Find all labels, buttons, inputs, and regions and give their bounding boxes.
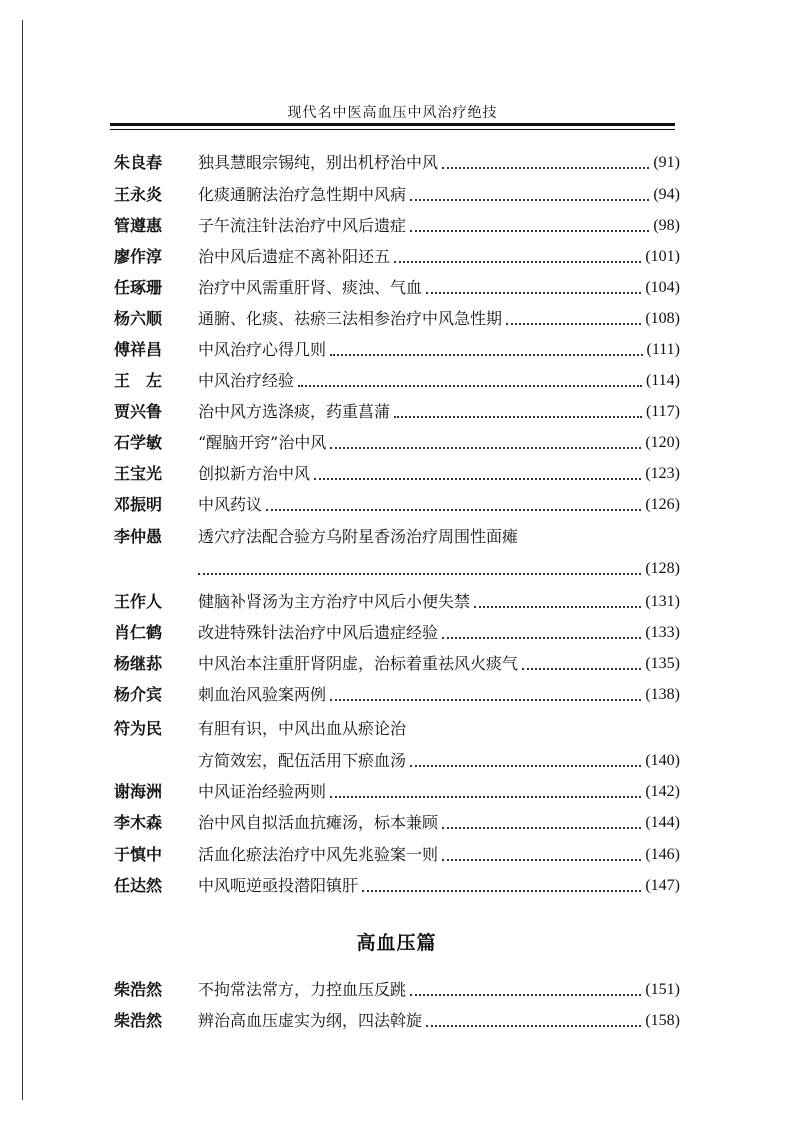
toc-title: 中风证治经验两则 [198,782,327,801]
dot-leader [474,606,641,608]
toc-title: 中风呃逆亟投潜阳镇肝 [198,876,359,895]
toc-page-number: (142) [645,783,680,800]
toc-page-number: (140) [645,752,680,769]
toc-entry [114,180,680,206]
toc-author: 肖仁鹤 [114,623,163,642]
toc-entry [114,587,680,613]
toc-entry [114,304,680,330]
dot-leader [506,323,641,325]
toc-author: 杨继荪 [114,654,163,673]
toc-title: 活血化瘀法治疗中风先兆验案一则 [198,845,439,864]
toc-entry [114,242,680,268]
toc-author: 李仲愚 [114,527,163,546]
toc-page-number: (117) [645,403,680,420]
toc-entry [114,618,680,644]
toc-title: 中风药议 [198,495,263,514]
toc-entry [114,522,680,548]
toc-author: 廖作淳 [114,247,163,266]
toc-title: 有胆有识，中风出血从瘀论治 [198,719,407,738]
toc-title-continuation: 方简效宏，配伍活用下瘀血汤 [198,751,407,770]
toc-title: 不拘常法常方，力控血压反跳 [198,980,407,999]
toc-entry [114,428,680,454]
toc-page-number: (135) [645,655,680,672]
toc-title: 化痰通腑法治疗急性期中风病 [198,185,407,204]
toc-entry [114,366,680,392]
toc-entry [114,273,680,299]
toc-author: 朱良春 [114,153,163,172]
dot-leader [442,859,641,861]
toc-page-number: (128) [645,560,680,577]
toc-page-number: (131) [645,593,680,610]
toc-page-number: (158) [645,1012,680,1029]
toc-entry-continuation [114,746,680,772]
toc-author: 杨介宾 [114,685,163,704]
toc-entry [114,808,680,834]
toc-title: 治疗中风需重肝肾、痰浊、气血 [198,278,423,297]
dot-leader [410,765,641,767]
toc-entry [114,148,680,174]
toc-entry [114,397,680,423]
dot-leader [410,994,641,996]
toc-page-number: (94) [653,186,680,203]
toc-page-number: (101) [645,248,680,265]
toc-page-number: (111) [646,341,680,358]
toc-page-number: (98) [653,217,680,234]
toc-title: 刺血治风验案两例 [198,685,327,704]
toc-title: 治中风后遗症不离补阳还五 [198,247,391,266]
toc-author: 王作人 [114,592,163,611]
dot-leader [198,573,641,575]
toc-title: 子午流注针法治疗中风后遗症 [198,216,407,235]
toc-page-number: (126) [645,496,680,513]
toc-author: 谢海洲 [114,782,163,801]
toc-page-number: (151) [645,981,680,998]
toc-title: 改进特殊针法治疗中风后遗症经验 [198,623,439,642]
toc-title: 通腑、化痰、祛瘀三法相参治疗中风急性期 [198,309,503,328]
dot-leader [410,199,649,201]
dot-leader [330,354,643,356]
toc-author: 柴浩然 [114,980,163,999]
toc-author: 王 左 [114,371,163,390]
running-header: 现代名中医高血压中风治疗绝技 [287,105,498,121]
toc-page-number: (147) [645,877,680,894]
toc-author: 石学敏 [114,433,163,452]
dot-leader [442,827,641,829]
toc-title: 中风治疗心得几则 [198,340,327,359]
toc-page-number: (108) [645,310,680,327]
toc-entry [114,871,680,897]
toc-title: 中风治疗经验 [198,371,295,390]
toc-author: 杨六顺 [114,309,163,328]
toc-author: 傅祥昌 [114,340,163,359]
dot-leader [330,699,641,701]
dot-leader [330,447,641,449]
dot-leader [426,292,641,294]
dot-leader [426,1025,641,1027]
dot-leader [266,509,641,511]
dot-leader [314,478,641,480]
toc-title: 治中风方选涤痰，药重菖蒲 [198,402,391,421]
toc-author: 贾兴鲁 [114,402,163,421]
toc-entry [114,335,680,361]
toc-author: 邓振明 [114,495,163,514]
toc-author: 管遵惠 [114,216,163,235]
toc-entry [114,490,680,516]
toc-author: 李木森 [114,813,163,832]
toc-author: 于慎中 [114,845,163,864]
toc-author: 任达然 [114,876,163,895]
dot-leader [362,890,641,892]
toc-page-number: (120) [645,434,680,451]
section-heading-hypertension: 高血压篇 [356,932,437,954]
dot-leader [298,385,642,387]
toc-page-number: (104) [645,279,680,296]
toc-author: 柴浩然 [114,1011,163,1030]
toc-title: 辨治高血压虚实为纲，四法斡旋 [198,1011,423,1030]
toc-author: 符为民 [114,719,163,738]
toc-page-number: (144) [645,814,680,831]
toc-title: 透穴疗法配合验方乌附星香汤治疗周围性面瘫 [198,527,519,546]
toc-author: 王永炎 [114,185,163,204]
toc-title: 独具慧眼宗锡纯，别出机杼治中风 [198,153,439,172]
toc-author: 任琢珊 [114,278,163,297]
toc-entry [114,1006,680,1032]
toc-entry [114,680,680,706]
dot-leader [442,637,641,639]
toc-entry [114,714,680,740]
toc-page-number: (146) [645,846,680,863]
toc-author: 王宝光 [114,464,163,483]
dot-leader [394,261,641,263]
dot-leader [410,230,649,232]
toc-title: 中风治本注重肝肾阴虚，治标着重祛风火痰气 [198,654,519,673]
toc-entry [114,975,680,1001]
toc-entry [114,777,680,803]
toc-title: 健脑补肾汤为主方治疗中风后小便失禁 [198,592,471,611]
dot-leader [394,416,642,418]
dot-leader [522,668,641,670]
toc-page-number: (123) [645,465,680,482]
toc-title: 治中风自拟活血抗瘫汤，标本兼顾 [198,813,439,832]
dot-leader [330,796,641,798]
toc-entry [114,211,680,237]
toc-page-number: (114) [645,372,680,389]
toc-entry [114,840,680,866]
toc-title: 创拟新方治中风 [198,464,311,483]
toc-page-number: (91) [653,154,680,171]
dot-leader [442,167,649,169]
toc-page-number: (133) [645,624,680,641]
toc-entry [114,459,680,485]
toc-entry-continuation [114,554,680,580]
toc-title: “醒脑开窍”治中风 [198,433,327,452]
toc-entry [114,649,680,675]
toc-page-number: (138) [645,686,680,703]
